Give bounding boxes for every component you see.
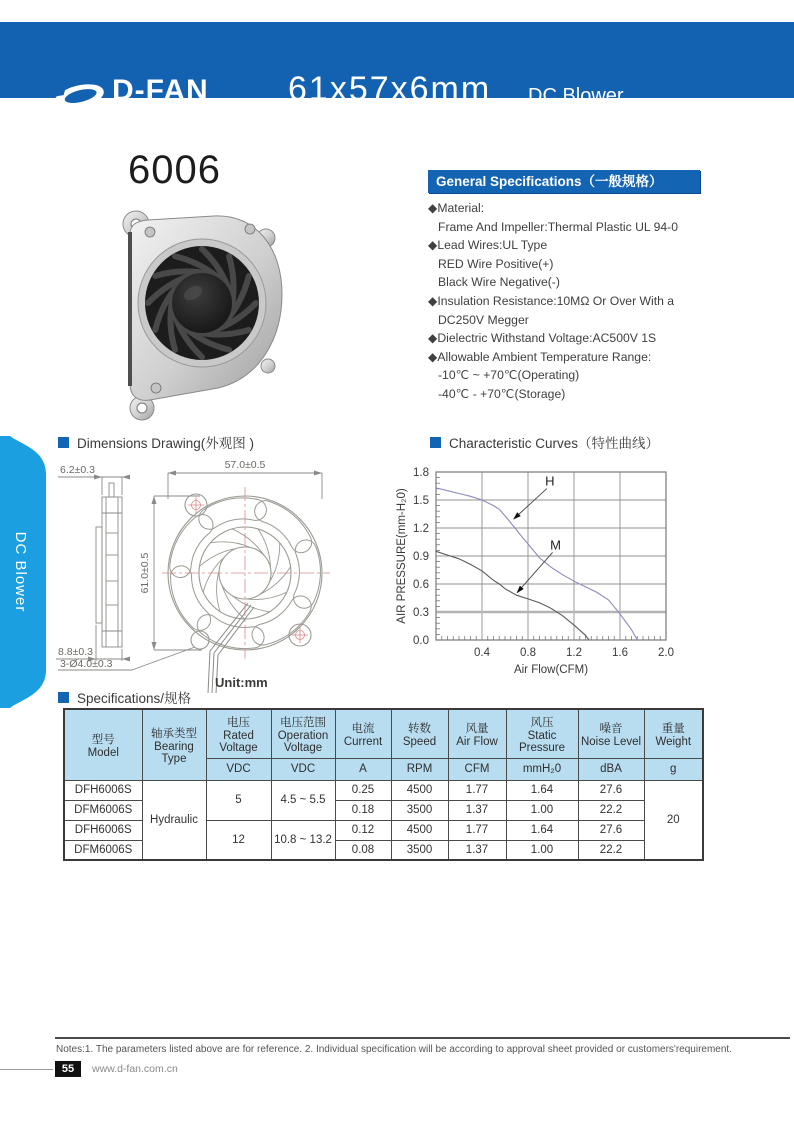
page-subtitle: DC Blower	[528, 85, 624, 107]
cell-pressure: 1.64	[506, 780, 578, 800]
spec-line: DC250V Megger	[438, 312, 529, 327]
cell-airflow: 1.77	[448, 820, 506, 840]
col-header-current: 电流 Current	[335, 709, 391, 758]
svg-text:M: M	[550, 537, 562, 553]
col-header-rated-voltage: 电压 Rated Voltage	[206, 709, 271, 758]
spec-line: ◆Dielectric Withstand Voltage:AC500V 1S	[428, 331, 657, 346]
dim-height: 61.0±0.5	[139, 552, 151, 594]
cell-current: 0.12	[335, 820, 391, 840]
dim-width: 57.0±0.5	[224, 459, 266, 471]
cell-speed: 4500	[391, 780, 448, 800]
section-dimensions	[58, 432, 254, 452]
cell-voltage: 12	[206, 820, 271, 860]
table-row	[64, 780, 703, 800]
section-curves	[430, 432, 659, 452]
col-header-airflow: 风量 Air Flow	[448, 709, 506, 758]
cell-speed: 4500	[391, 820, 448, 840]
svg-text:1.6: 1.6	[612, 647, 628, 659]
svg-text:1.5: 1.5	[413, 495, 429, 507]
unit-dba: dBA	[578, 758, 644, 780]
col-header-weight: 重量 Weight	[644, 709, 703, 758]
cell-airflow: 1.37	[448, 840, 506, 860]
spec-line: ◆Lead Wires:UL Type	[428, 238, 548, 253]
col-header-operation-voltage: 电压范围 Operation Voltage	[271, 709, 335, 758]
cell-model: DFH6006S	[64, 780, 142, 800]
cell-range: 10.8 ~ 13.2	[271, 820, 335, 860]
dim-side-bottom: 8.8±0.3	[58, 646, 93, 658]
svg-text:0.6: 0.6	[413, 579, 429, 591]
svg-text:0.0: 0.0	[413, 635, 429, 647]
page-title: 61x57x6mm	[288, 70, 492, 108]
product-model: 6006	[128, 148, 221, 192]
svg-text:1.8: 1.8	[413, 467, 429, 479]
svg-text:0.3: 0.3	[413, 607, 429, 619]
unit-g: g	[644, 758, 703, 780]
cell-airflow: 1.37	[448, 800, 506, 820]
footer-rule	[55, 1037, 790, 1039]
cell-pressure: 1.00	[506, 840, 578, 860]
characteristic-curves-chart	[394, 460, 694, 678]
spec-line: ◆Material:	[428, 201, 485, 215]
svg-text:0.8: 0.8	[520, 647, 536, 659]
spec-line: Black Wire Negative(-)	[438, 275, 560, 290]
svg-text:2.0: 2.0	[658, 647, 674, 659]
cell-pressure: 1.64	[506, 820, 578, 840]
svg-text:0.9: 0.9	[413, 551, 429, 563]
cell-range: 4.5 ~ 5.5	[271, 780, 335, 820]
section-marker-icon	[58, 437, 69, 448]
cell-weight: 20	[644, 780, 703, 860]
unit-rpm: RPM	[391, 758, 448, 780]
svg-text:H: H	[545, 473, 555, 489]
cell-noise: 22.2	[578, 840, 644, 860]
cell-speed: 3500	[391, 800, 448, 820]
svg-text:0.4: 0.4	[474, 647, 490, 659]
cell-voltage: 5	[206, 780, 271, 820]
cell-noise: 27.6	[578, 820, 644, 840]
svg-text:Air Flow(CFM): Air Flow(CFM)	[513, 664, 589, 676]
brand-name: D-FAN	[112, 74, 209, 107]
svg-text:1.2: 1.2	[413, 523, 429, 535]
unit-mmh2o: mmH₂0	[506, 758, 578, 780]
pageno-line	[0, 1069, 53, 1070]
cell-pressure: 1.00	[506, 800, 578, 820]
cell-airflow: 1.77	[448, 780, 506, 800]
spec-line: ◆Insulation Resistance:10MΩ Or Over With a	[428, 293, 675, 308]
col-header-noise: 噪音 Noise Level	[578, 709, 644, 758]
cell-noise: 22.2	[578, 800, 644, 820]
col-header-pressure: 风压 Static Pressure	[506, 709, 578, 758]
unit-vdc: VDC	[271, 758, 335, 780]
page-number: 55	[55, 1061, 81, 1077]
footer-notes: Notes:1. The parameters listed above are for reference. 2. Individual specification will be according to approval sheet provided or customers'requirement.	[56, 1044, 732, 1055]
unit-label: Unit:mm	[215, 675, 268, 690]
side-tab-dc-blower	[0, 436, 46, 708]
unit-a: A	[335, 758, 391, 780]
spec-line: -40℃ - +70℃(Storage)	[438, 386, 566, 401]
section-specifications-label: Specifications/规格	[77, 691, 192, 706]
cell-bearing: Hydraulic	[142, 780, 206, 860]
side-tab-label: DC Blower	[12, 531, 29, 613]
cell-speed: 3500	[391, 840, 448, 860]
unit-cfm: CFM	[448, 758, 506, 780]
cell-model: DFM6006S	[64, 800, 142, 820]
specifications-table	[63, 708, 704, 861]
cell-noise: 27.6	[578, 780, 644, 800]
svg-text:1.2: 1.2	[566, 647, 582, 659]
cell-model: DFH6006S	[64, 820, 142, 840]
cell-current: 0.08	[335, 840, 391, 860]
dimensions-drawing	[50, 455, 395, 695]
website: www.d-fan.com.cn	[92, 1063, 178, 1075]
cell-current: 0.18	[335, 800, 391, 820]
svg-text:AIR PRESSURE(mm-H₂0): AIR PRESSURE(mm-H₂0)	[396, 488, 408, 624]
section-marker-icon	[430, 437, 441, 448]
dim-side-top: 6.2±0.3	[60, 464, 95, 476]
section-curves-label: Characteristic Curves（特性曲线）	[449, 436, 660, 451]
col-header-bearing: 轴承类型 Bearing Type	[142, 709, 206, 780]
section-dimensions-label: Dimensions Drawing(外观图 )	[77, 436, 255, 451]
general-specs-list	[428, 199, 758, 404]
general-specs-title: General Specifications（一般规格）	[428, 170, 700, 193]
col-header-model: 型号 Model	[64, 709, 142, 780]
brand-logo-icon	[50, 76, 108, 116]
fan-photo	[98, 198, 288, 426]
header-bar	[0, 22, 794, 108]
spec-line: Frame And Impeller:Thermal Plastic UL 94-0	[438, 219, 678, 234]
cell-current: 0.25	[335, 780, 391, 800]
spec-line: ◆Allowable Ambient Temperature Range:	[428, 349, 652, 364]
cell-model: DFM6006S	[64, 840, 142, 860]
spec-line: -10℃ ~ +70℃(Operating)	[438, 368, 580, 383]
dim-holes: 3-Ø4.0±0.3	[60, 658, 113, 670]
unit-vdc: VDC	[206, 758, 271, 780]
col-header-speed: 转数 Speed	[391, 709, 448, 758]
spec-line: RED Wire Positive(+)	[438, 256, 554, 271]
